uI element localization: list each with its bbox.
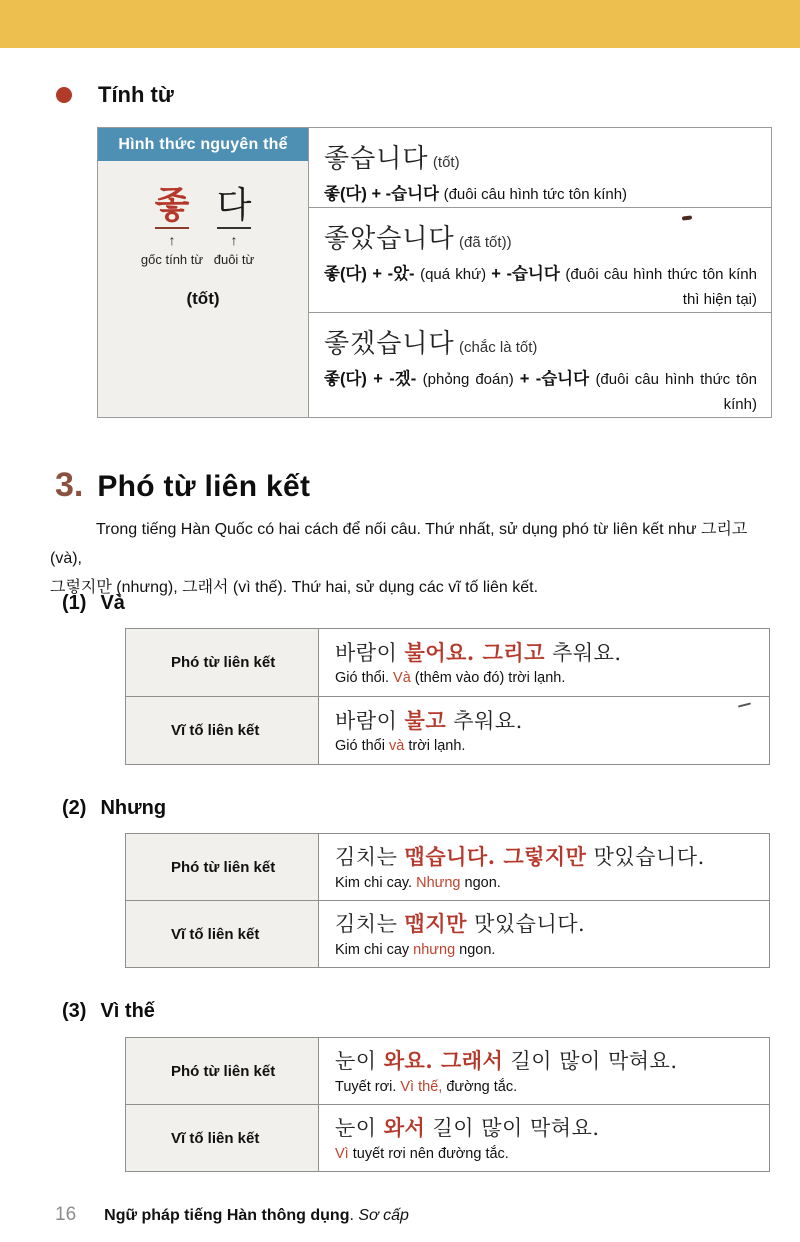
table-row	[126, 1105, 769, 1171]
korean-text: 맛있습니다.	[586, 845, 705, 870]
row-label: Phó từ liên kết	[126, 834, 319, 900]
stem-underline	[155, 227, 189, 229]
conjugated-word: 좋습니다	[324, 144, 429, 174]
korean-sentence	[335, 1047, 759, 1075]
table-row	[126, 1038, 769, 1105]
ending-morpheme	[212, 187, 256, 267]
formula-korean: 좋(다) + -았-	[324, 265, 421, 283]
vietnamese-text: trời lạnh.	[404, 738, 466, 755]
vietnamese-translation	[335, 670, 759, 686]
row-label: Vĩ tố liên kết	[126, 697, 319, 764]
formula-korean: + -습니다	[519, 370, 596, 388]
formula-korean: 좋(다) + -겠-	[324, 370, 423, 388]
subsection-3-table	[125, 1037, 770, 1172]
korean-highlight: 맵지만	[404, 911, 467, 937]
korean-text: 눈이	[335, 1116, 384, 1141]
korean-sentence	[335, 707, 759, 735]
vietnamese-text: Gió thổi.	[335, 670, 394, 687]
korean-text: 길이 많이 막혀요.	[503, 1049, 678, 1074]
page-top-band	[0, 0, 800, 48]
korean-sentence	[335, 639, 759, 667]
formula-note: (đuôi câu hình thức tôn kính)	[595, 371, 758, 413]
conjugation-table	[97, 127, 772, 418]
vietnamese-text: Gió thổi	[335, 738, 389, 755]
vietnamese-translation	[335, 942, 759, 958]
korean-text: 맛있습니다.	[466, 912, 586, 937]
adjective-section-title: Tính từ	[98, 82, 174, 107]
conjugation-table-right-column	[309, 128, 771, 417]
row-label: Phó từ liên kết	[126, 1038, 319, 1104]
row-content	[319, 697, 769, 764]
row-content	[319, 834, 769, 900]
row-label: Vĩ tố liên kết	[126, 1105, 319, 1171]
formula-line	[324, 262, 757, 311]
up-arrow-icon: ↑	[230, 231, 238, 248]
row-content	[319, 629, 769, 696]
base-form-diagram	[98, 161, 308, 417]
formula-korean: + -습니다	[491, 265, 566, 283]
formula-korean: 좋(다) + -습니다	[324, 185, 444, 203]
vietnamese-text: ngon.	[455, 941, 496, 958]
conjugated-word-line	[324, 323, 757, 360]
title-separator: .	[349, 1207, 359, 1224]
ending-label: đuôi từ	[213, 251, 255, 267]
book-level: Sơ cấp	[358, 1207, 409, 1224]
vietnamese-highlight: Vì	[335, 1145, 349, 1162]
row-label: Vĩ tố liên kết	[126, 901, 319, 967]
korean-text: 추워요.	[446, 708, 523, 733]
vietnamese-highlight: Vì thế,	[400, 1078, 443, 1095]
subsection-number: (1)	[62, 592, 87, 614]
korean-highlight: 불어요. 그리고	[404, 639, 545, 665]
table-row	[126, 697, 769, 764]
vietnamese-text: (thêm vào đó) trời lạnh.	[410, 670, 566, 687]
korean-text: 눈이	[335, 1049, 384, 1074]
book-title-line	[104, 1207, 409, 1225]
vietnamese-highlight: và	[389, 738, 405, 755]
section-number: 3.	[55, 466, 84, 504]
vietnamese-text: Kim chi cay.	[335, 874, 417, 891]
conjugated-word-line	[324, 218, 757, 255]
subsection-title: Và	[100, 592, 125, 614]
formula-note: (đuôi câu hình thức tôn kính thì hiện tại)	[565, 266, 757, 308]
book-title: Ngữ pháp tiếng Hàn thông dụng	[104, 1207, 350, 1224]
ending-character: 다	[216, 185, 252, 226]
formula-note: (đuôi câu hình tức tôn kính)	[443, 186, 628, 203]
stem-morpheme	[140, 184, 204, 267]
conjugation-row	[309, 208, 771, 313]
bullet-icon	[56, 87, 72, 103]
table-row	[126, 629, 769, 697]
subsection-2-table	[125, 833, 770, 968]
word-gloss: (chắc là tốt)	[459, 339, 538, 356]
base-form-meaning: (tốt)	[186, 288, 220, 308]
korean-highlight: 와요. 그래서	[383, 1048, 504, 1074]
stem-label: gốc tính từ	[140, 251, 204, 267]
vietnamese-text: đường tắc.	[442, 1078, 518, 1095]
conjugated-word: 좋겠습니다	[324, 329, 455, 359]
vietnamese-text: Tuyết rơi.	[335, 1078, 401, 1095]
vietnamese-text: ngon.	[460, 874, 501, 891]
vietnamese-text: Kim chi cay	[335, 941, 414, 958]
vietnamese-translation	[335, 1079, 759, 1095]
section-3-heading	[55, 466, 310, 505]
korean-sentence	[335, 1114, 759, 1142]
vietnamese-highlight: nhưng	[413, 941, 456, 958]
morpheme-row	[140, 184, 256, 267]
subsection-2-heading	[62, 797, 166, 820]
korean-highlight: 맵습니다. 그렇지만	[404, 844, 587, 870]
conjugation-row	[309, 313, 771, 417]
ending-underline	[217, 227, 251, 229]
formula-line	[324, 367, 757, 416]
korean-text: 길이 많이 막혀요.	[425, 1116, 600, 1141]
subsection-number: (3)	[62, 1000, 87, 1022]
row-content	[319, 1105, 769, 1171]
table-row	[126, 834, 769, 901]
vietnamese-translation	[335, 738, 759, 754]
korean-text: 김치는	[335, 845, 405, 870]
conjugated-word-line	[324, 138, 757, 175]
formula-note: (phỏng đoán)	[422, 371, 520, 388]
korean-sentence	[335, 910, 759, 938]
conjugated-word: 좋았습니다	[324, 224, 455, 254]
stem-character: 좋	[154, 184, 190, 226]
page-number: 16	[55, 1204, 77, 1225]
korean-text: 추워요.	[544, 640, 622, 665]
adjective-section-heading	[56, 82, 174, 108]
paragraph-line: Trong tiếng Hàn Quốc có hai cách để nối câu. Thứ nhất, sử dụng phó từ liên kết như 그리고 (và),	[50, 521, 748, 567]
vietnamese-highlight: Nhưng	[416, 874, 461, 891]
vietnamese-translation	[335, 1146, 759, 1162]
formula-line	[324, 182, 757, 208]
row-content	[319, 1038, 769, 1104]
subsection-1-table	[125, 628, 770, 765]
subsection-title: Nhưng	[100, 797, 167, 819]
row-content	[319, 901, 769, 967]
page-footer	[55, 1204, 409, 1226]
table-row	[126, 901, 769, 967]
section-title: Phó từ liên kết	[97, 470, 311, 503]
formula-note: (quá khứ)	[420, 266, 492, 283]
korean-text: 바람이	[335, 708, 405, 733]
subsection-title: Vì thế	[100, 1000, 155, 1022]
up-arrow-icon: ↑	[168, 231, 176, 248]
subsection-number: (2)	[62, 797, 87, 819]
base-form-header: Hình thức nguyên thể	[98, 128, 308, 161]
section-intro-paragraph	[50, 516, 756, 602]
conjugation-row	[309, 128, 771, 208]
word-gloss: (đã tốt))	[459, 234, 512, 251]
conjugation-table-left-column	[98, 128, 309, 417]
korean-highlight: 불고	[404, 707, 447, 733]
word-gloss: (tốt)	[432, 154, 460, 171]
subsection-1-heading	[62, 592, 125, 615]
vietnamese-translation	[335, 875, 759, 891]
korean-text: 김치는	[335, 912, 405, 937]
vietnamese-text: tuyết rơi nên đường tắc.	[348, 1145, 509, 1162]
row-label: Phó từ liên kết	[126, 629, 319, 696]
paragraph-line: 그렇지만 (nhưng), 그래서 (vì thế). Thứ hai, sử dụng các vĩ tố liên kết.	[50, 578, 539, 596]
korean-text: 바람이	[335, 640, 405, 665]
korean-sentence	[335, 843, 759, 871]
korean-highlight: 와서	[383, 1115, 426, 1141]
subsection-3-heading	[62, 1000, 155, 1023]
vietnamese-highlight: Và	[393, 670, 411, 687]
